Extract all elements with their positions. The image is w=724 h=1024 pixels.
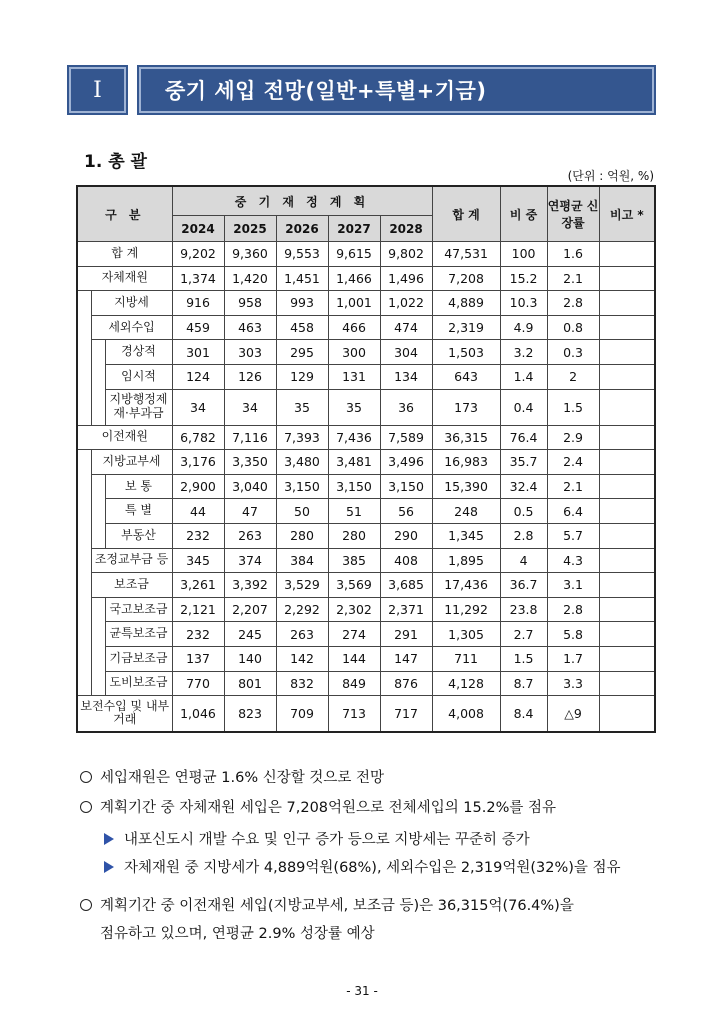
ratio-cell: 3.2 — [500, 340, 547, 365]
section-number: Ⅰ — [93, 77, 102, 103]
table-row — [77, 597, 655, 622]
table-row — [77, 450, 655, 475]
note-cell — [599, 499, 655, 524]
growth-cell: 2 — [547, 364, 599, 389]
indent-cell — [77, 646, 91, 671]
year-value-cell: 408 — [380, 548, 432, 573]
row-label: 세외수입 — [91, 315, 172, 340]
header-year: 2028 — [380, 216, 432, 242]
ratio-cell: 32.4 — [500, 474, 547, 499]
year-value-cell: 7,116 — [224, 425, 276, 450]
year-value-cell: 232 — [172, 622, 224, 647]
total-cell: 17,436 — [432, 573, 500, 598]
indent-cell — [77, 499, 91, 524]
note-cell — [599, 242, 655, 267]
year-value-cell: 1,466 — [328, 266, 380, 291]
row-label: 국고보조금 — [105, 597, 172, 622]
bullet-item: 세입재원은 연평균 1.6% 신장할 것으로 전망 — [80, 766, 384, 787]
indent-cell — [77, 291, 91, 316]
total-cell: 711 — [432, 646, 500, 671]
row-label: 지방행정제재·부과금 — [105, 389, 172, 425]
year-value-cell: 458 — [276, 315, 328, 340]
note-cell — [599, 425, 655, 450]
year-value-cell: 876 — [380, 671, 432, 696]
growth-cell: 3.1 — [547, 573, 599, 598]
row-label: 지방교부세 — [91, 450, 172, 475]
indent-cell — [77, 450, 91, 475]
year-value-cell: 9,802 — [380, 242, 432, 267]
year-value-cell: 2,302 — [328, 597, 380, 622]
year-value-cell: 709 — [276, 696, 328, 732]
ratio-cell: 36.7 — [500, 573, 547, 598]
growth-cell: 3.3 — [547, 671, 599, 696]
ratio-cell: 23.8 — [500, 597, 547, 622]
indent-cell — [91, 364, 105, 389]
year-value-cell: 34 — [172, 389, 224, 425]
indent-cell — [77, 389, 91, 425]
year-value-cell: 1,451 — [276, 266, 328, 291]
table-row — [77, 671, 655, 696]
total-cell: 47,531 — [432, 242, 500, 267]
ratio-cell: 2.8 — [500, 523, 547, 548]
year-value-cell: 1,374 — [172, 266, 224, 291]
year-value-cell: 56 — [380, 499, 432, 524]
year-value-cell: 1,420 — [224, 266, 276, 291]
year-value-cell: 131 — [328, 364, 380, 389]
table-row — [77, 646, 655, 671]
ratio-cell: 4.9 — [500, 315, 547, 340]
table-row — [77, 696, 655, 732]
header-year: 2027 — [328, 216, 380, 242]
year-value-cell: 3,261 — [172, 573, 224, 598]
table-row — [77, 523, 655, 548]
year-value-cell: 140 — [224, 646, 276, 671]
year-value-cell: 2,207 — [224, 597, 276, 622]
indent-cell — [91, 671, 105, 696]
table-row — [77, 389, 655, 425]
year-value-cell: 301 — [172, 340, 224, 365]
ratio-cell: 8.7 — [500, 671, 547, 696]
year-value-cell: 35 — [328, 389, 380, 425]
year-value-cell: 466 — [328, 315, 380, 340]
header-year: 2024 — [172, 216, 224, 242]
year-value-cell: 384 — [276, 548, 328, 573]
year-value-cell: 245 — [224, 622, 276, 647]
year-value-cell: 1,022 — [380, 291, 432, 316]
row-label: 보조금 — [91, 573, 172, 598]
year-value-cell: 291 — [380, 622, 432, 647]
year-value-cell: 147 — [380, 646, 432, 671]
year-value-cell: 3,040 — [224, 474, 276, 499]
indent-cell — [77, 548, 91, 573]
chapter-title: 중기 세입 전망(일반+특별+기금) — [165, 79, 487, 103]
row-label: 기금보조금 — [105, 646, 172, 671]
page-number: - 31 - — [346, 984, 378, 998]
year-value-cell: 303 — [224, 340, 276, 365]
year-value-cell: 126 — [224, 364, 276, 389]
year-value-cell: 3,480 — [276, 450, 328, 475]
row-label: 조정교부금 등 — [91, 548, 172, 573]
year-value-cell: 44 — [172, 499, 224, 524]
table-body — [77, 242, 655, 732]
year-value-cell: 770 — [172, 671, 224, 696]
row-label: 보 통 — [105, 474, 172, 499]
year-value-cell: 300 — [328, 340, 380, 365]
year-value-cell: 463 — [224, 315, 276, 340]
growth-cell: 0.8 — [547, 315, 599, 340]
indent-cell — [77, 523, 91, 548]
year-value-cell: 129 — [276, 364, 328, 389]
year-value-cell: 823 — [224, 696, 276, 732]
year-value-cell: 717 — [380, 696, 432, 732]
table-row — [77, 266, 655, 291]
note-cell — [599, 523, 655, 548]
year-value-cell: 916 — [172, 291, 224, 316]
section-number-box — [69, 67, 126, 113]
year-value-cell: 993 — [276, 291, 328, 316]
ratio-cell: 1.4 — [500, 364, 547, 389]
growth-cell: 1.5 — [547, 389, 599, 425]
note-cell — [599, 340, 655, 365]
note-cell — [599, 573, 655, 598]
year-value-cell: 3,350 — [224, 450, 276, 475]
note-cell — [599, 450, 655, 475]
indent-cell — [77, 315, 91, 340]
year-value-cell: 274 — [328, 622, 380, 647]
ratio-cell: 0.4 — [500, 389, 547, 425]
year-value-cell: 801 — [224, 671, 276, 696]
year-value-cell: 144 — [328, 646, 380, 671]
year-value-cell: 280 — [328, 523, 380, 548]
indent-cell — [77, 671, 91, 696]
note-cell — [599, 389, 655, 425]
table-row — [77, 548, 655, 573]
note-cell — [599, 646, 655, 671]
year-value-cell: 9,553 — [276, 242, 328, 267]
growth-cell: 0.3 — [547, 340, 599, 365]
year-value-cell: 7,436 — [328, 425, 380, 450]
total-cell: 7,208 — [432, 266, 500, 291]
row-label: 이전재원 — [77, 425, 172, 450]
year-value-cell: 832 — [276, 671, 328, 696]
note-cell — [599, 315, 655, 340]
indent-cell — [91, 622, 105, 647]
row-label: 경상적 — [105, 340, 172, 365]
year-value-cell: 1,046 — [172, 696, 224, 732]
growth-cell: 2.1 — [547, 474, 599, 499]
year-value-cell: 2,900 — [172, 474, 224, 499]
ratio-cell: 15.2 — [500, 266, 547, 291]
bullet-item: 계획기간 중 이전재원 세입(지방교부세, 보조금 등)은 36,315억(76.4%)을 — [80, 894, 574, 915]
table-row — [77, 622, 655, 647]
total-cell: 4,128 — [432, 671, 500, 696]
row-label: 지방세 — [91, 291, 172, 316]
year-value-cell: 35 — [276, 389, 328, 425]
table-row — [77, 499, 655, 524]
indent-cell — [77, 474, 91, 499]
year-value-cell: 385 — [328, 548, 380, 573]
note-cell — [599, 548, 655, 573]
year-value-cell: 9,615 — [328, 242, 380, 267]
total-cell: 4,008 — [432, 696, 500, 732]
table-row — [77, 364, 655, 389]
year-value-cell: 3,685 — [380, 573, 432, 598]
year-value-cell: 124 — [172, 364, 224, 389]
note-cell — [599, 696, 655, 732]
growth-cell: 2.8 — [547, 597, 599, 622]
year-value-cell: 3,496 — [380, 450, 432, 475]
sub-bullet-item: 자체재원 중 지방세가 4,889억원(68%), 세외수입은 2,319억원(32%)을 점유 — [104, 856, 621, 877]
header-total: 합 계 — [432, 186, 500, 242]
row-label: 균특보조금 — [105, 622, 172, 647]
total-cell: 248 — [432, 499, 500, 524]
year-value-cell: 304 — [380, 340, 432, 365]
total-cell: 15,390 — [432, 474, 500, 499]
circle-bullet-icon — [80, 899, 92, 911]
year-value-cell: 3,150 — [380, 474, 432, 499]
total-cell: 16,983 — [432, 450, 500, 475]
note-cell — [599, 597, 655, 622]
year-value-cell: 3,529 — [276, 573, 328, 598]
indent-cell — [91, 474, 105, 499]
bullet-item: 계획기간 중 자체재원 세입은 7,208억원으로 전체세입의 15.2%를 점유 — [80, 796, 556, 817]
ratio-cell: 8.4 — [500, 696, 547, 732]
year-value-cell: 958 — [224, 291, 276, 316]
row-label: 특 별 — [105, 499, 172, 524]
ratio-cell: 35.7 — [500, 450, 547, 475]
year-value-cell: 290 — [380, 523, 432, 548]
growth-cell: 2.9 — [547, 425, 599, 450]
header-growth: 연평균 신장률 — [547, 186, 599, 242]
year-value-cell: 232 — [172, 523, 224, 548]
indent-cell — [91, 340, 105, 365]
year-value-cell: 459 — [172, 315, 224, 340]
year-value-cell: 2,292 — [276, 597, 328, 622]
total-cell: 2,319 — [432, 315, 500, 340]
note-cell — [599, 291, 655, 316]
indent-cell — [77, 597, 91, 622]
total-cell: 36,315 — [432, 425, 500, 450]
table-row — [77, 315, 655, 340]
year-value-cell: 47 — [224, 499, 276, 524]
year-value-cell: 2,121 — [172, 597, 224, 622]
year-value-cell: 3,176 — [172, 450, 224, 475]
table-row — [77, 474, 655, 499]
year-value-cell: 263 — [224, 523, 276, 548]
ratio-cell: 100 — [500, 242, 547, 267]
note-cell — [599, 622, 655, 647]
year-value-cell: 9,202 — [172, 242, 224, 267]
revenue-table — [76, 185, 656, 733]
unit-note: (단위 : 억원, %) — [567, 169, 654, 183]
indent-cell — [91, 523, 105, 548]
growth-cell: △9 — [547, 696, 599, 732]
indent-cell — [91, 499, 105, 524]
ratio-cell: 0.5 — [500, 499, 547, 524]
total-cell: 173 — [432, 389, 500, 425]
table-row — [77, 291, 655, 316]
year-value-cell: 34 — [224, 389, 276, 425]
growth-cell: 5.7 — [547, 523, 599, 548]
bullet-continuation: 점유하고 있으며, 연평균 2.9% 성장률 예상 — [100, 926, 375, 942]
note-cell — [599, 671, 655, 696]
table-row — [77, 425, 655, 450]
indent-cell — [77, 622, 91, 647]
ratio-cell: 4 — [500, 548, 547, 573]
header-year: 2025 — [224, 216, 276, 242]
circle-bullet-icon — [80, 801, 92, 813]
total-cell: 1,503 — [432, 340, 500, 365]
total-cell: 1,895 — [432, 548, 500, 573]
growth-cell: 4.3 — [547, 548, 599, 573]
year-value-cell: 263 — [276, 622, 328, 647]
indent-cell — [91, 597, 105, 622]
row-label: 도비보조금 — [105, 671, 172, 696]
year-value-cell: 1,496 — [380, 266, 432, 291]
growth-cell: 2.8 — [547, 291, 599, 316]
header-note: 비고 * — [599, 186, 655, 242]
year-value-cell: 1,001 — [328, 291, 380, 316]
total-cell: 1,345 — [432, 523, 500, 548]
growth-cell: 5.8 — [547, 622, 599, 647]
year-value-cell: 9,360 — [224, 242, 276, 267]
year-value-cell: 142 — [276, 646, 328, 671]
year-value-cell: 3,392 — [224, 573, 276, 598]
indent-cell — [77, 364, 91, 389]
year-value-cell: 713 — [328, 696, 380, 732]
header-plan: 중 기 재 정 계 획 — [172, 186, 432, 216]
circle-bullet-icon — [80, 771, 92, 783]
chapter-title-box — [139, 67, 654, 113]
triangle-bullet-icon — [104, 833, 114, 845]
ratio-cell: 2.7 — [500, 622, 547, 647]
year-value-cell: 7,393 — [276, 425, 328, 450]
note-cell — [599, 364, 655, 389]
ratio-cell: 1.5 — [500, 646, 547, 671]
header-year: 2026 — [276, 216, 328, 242]
note-cell — [599, 266, 655, 291]
row-label: 부동산 — [105, 523, 172, 548]
total-cell: 643 — [432, 364, 500, 389]
year-value-cell: 50 — [276, 499, 328, 524]
indent-cell — [77, 340, 91, 365]
row-label: 합 계 — [77, 242, 172, 267]
growth-cell: 6.4 — [547, 499, 599, 524]
row-label: 임시적 — [105, 364, 172, 389]
growth-cell: 2.1 — [547, 266, 599, 291]
year-value-cell: 3,150 — [328, 474, 380, 499]
indent-cell — [91, 389, 105, 425]
row-label: 자체재원 — [77, 266, 172, 291]
year-value-cell: 137 — [172, 646, 224, 671]
growth-cell: 2.4 — [547, 450, 599, 475]
total-cell: 1,305 — [432, 622, 500, 647]
sub-bullet-item: 내포신도시 개발 수요 및 인구 증가 등으로 지방세는 꾸준히 증가 — [104, 828, 530, 849]
growth-cell: 1.7 — [547, 646, 599, 671]
year-value-cell: 7,589 — [380, 425, 432, 450]
ratio-cell: 76.4 — [500, 425, 547, 450]
year-value-cell: 280 — [276, 523, 328, 548]
year-value-cell: 6,782 — [172, 425, 224, 450]
year-value-cell: 134 — [380, 364, 432, 389]
year-value-cell: 51 — [328, 499, 380, 524]
total-cell: 11,292 — [432, 597, 500, 622]
indent-cell — [77, 573, 91, 598]
ratio-cell: 10.3 — [500, 291, 547, 316]
header-category: 구 분 — [77, 186, 172, 242]
growth-cell: 1.6 — [547, 242, 599, 267]
table-row — [77, 340, 655, 365]
table-row — [77, 242, 655, 267]
year-value-cell: 474 — [380, 315, 432, 340]
year-value-cell: 36 — [380, 389, 432, 425]
note-cell — [599, 474, 655, 499]
year-value-cell: 849 — [328, 671, 380, 696]
triangle-bullet-icon — [104, 861, 114, 873]
year-value-cell: 3,569 — [328, 573, 380, 598]
year-value-cell: 3,150 — [276, 474, 328, 499]
row-label: 보전수입 및 내부거래 — [77, 696, 172, 732]
header-ratio: 비 중 — [500, 186, 547, 242]
section-title: 1. 총 괄 — [84, 152, 147, 172]
year-value-cell: 295 — [276, 340, 328, 365]
table-row — [77, 573, 655, 598]
year-value-cell: 374 — [224, 548, 276, 573]
total-cell: 4,889 — [432, 291, 500, 316]
indent-cell — [91, 646, 105, 671]
year-value-cell: 3,481 — [328, 450, 380, 475]
year-value-cell: 345 — [172, 548, 224, 573]
year-value-cell: 2,371 — [380, 597, 432, 622]
